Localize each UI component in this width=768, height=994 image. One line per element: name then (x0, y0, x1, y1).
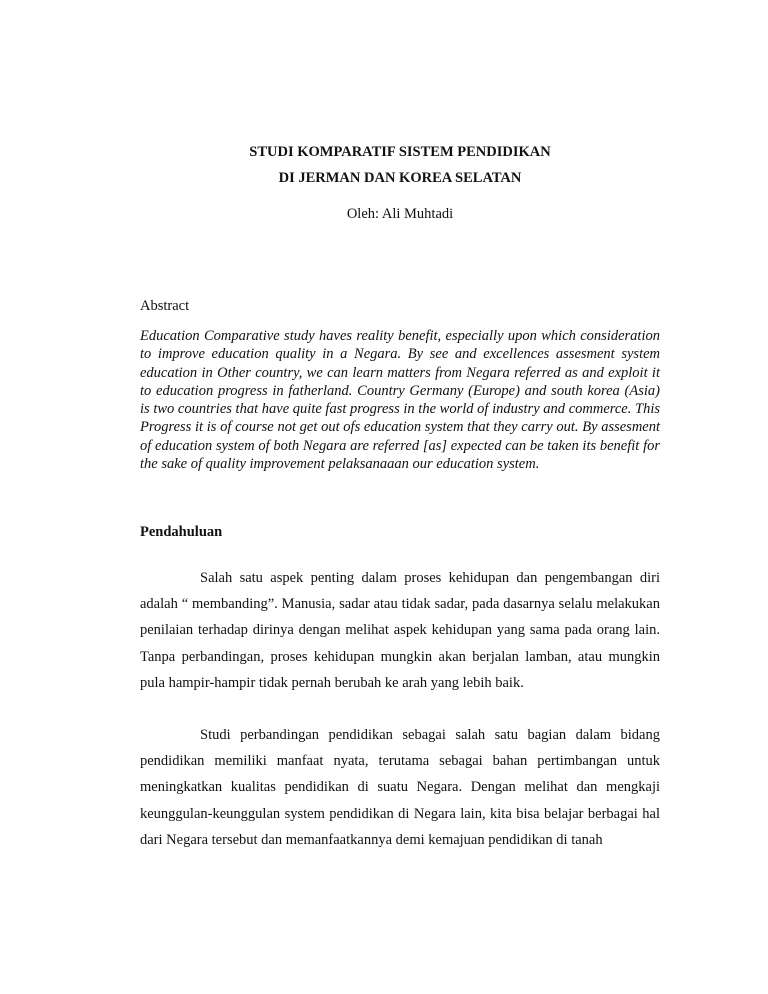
abstract-body: Education Comparative study haves reality benefit, especially upon which consideration to improve education quality in a Negara. By see and excellences assesment system education in Other country, we can learn matters from Negara referred as and exploit it to education progress in fatherland. Country Germany (Europe) and south korea (Asia) is two countries that have quite fast progress in the world of industry and commerce. This Progress it is of course not get out ofs education system that they carry out. By assesment of education system of both Negara are referred [as] expected can be taken its benefit for the sake of quality improvement pelaksanaaan our education system. (140, 328, 660, 473)
paragraph-2: Studi perbandingan pendidikan sebagai salah satu bagian dalam bidang pendidikan memiliki manfaat nyata, terutama sebagai bahan pertimbangan untuk meningkatkan kualitas pendidikan di suatu Negara. Dengan melihat dan mengkaji keunggulan-keunggulan system pendidikan di Negara lain, kita bisa belajar berbagai hal dari Negara tersebut dan memanfaatkannya demi kemajuan pendidikan di tanah (140, 727, 660, 848)
abstract-label: Abstract (140, 298, 190, 314)
title-line-1: STUDI KOMPARATIF SISTEM PENDIDIKAN (249, 144, 551, 160)
title-line-2: DI JERMAN DAN KOREA SELATAN (278, 170, 522, 186)
author-line: Oleh: Ali Muhtadi (346, 206, 454, 222)
paragraph-1: Salah satu aspek penting dalam proses kehidupan dan pengembangan diri adalah “ membanding”. Manusia, sadar atau tidak sadar, pada dasarnya selalu melakukan penilaian terhadap dirinya dengan melihat aspek kehidupan yang sama pada orang lain. Tanpa perbandingan, proses kehidupan mungkin akan berjalan lamban, atau mungkin pula hampir-hampir tidak pernah berubah ke arah yang lebih baik. (140, 570, 660, 691)
section-heading: Pendahuluan (140, 524, 223, 540)
